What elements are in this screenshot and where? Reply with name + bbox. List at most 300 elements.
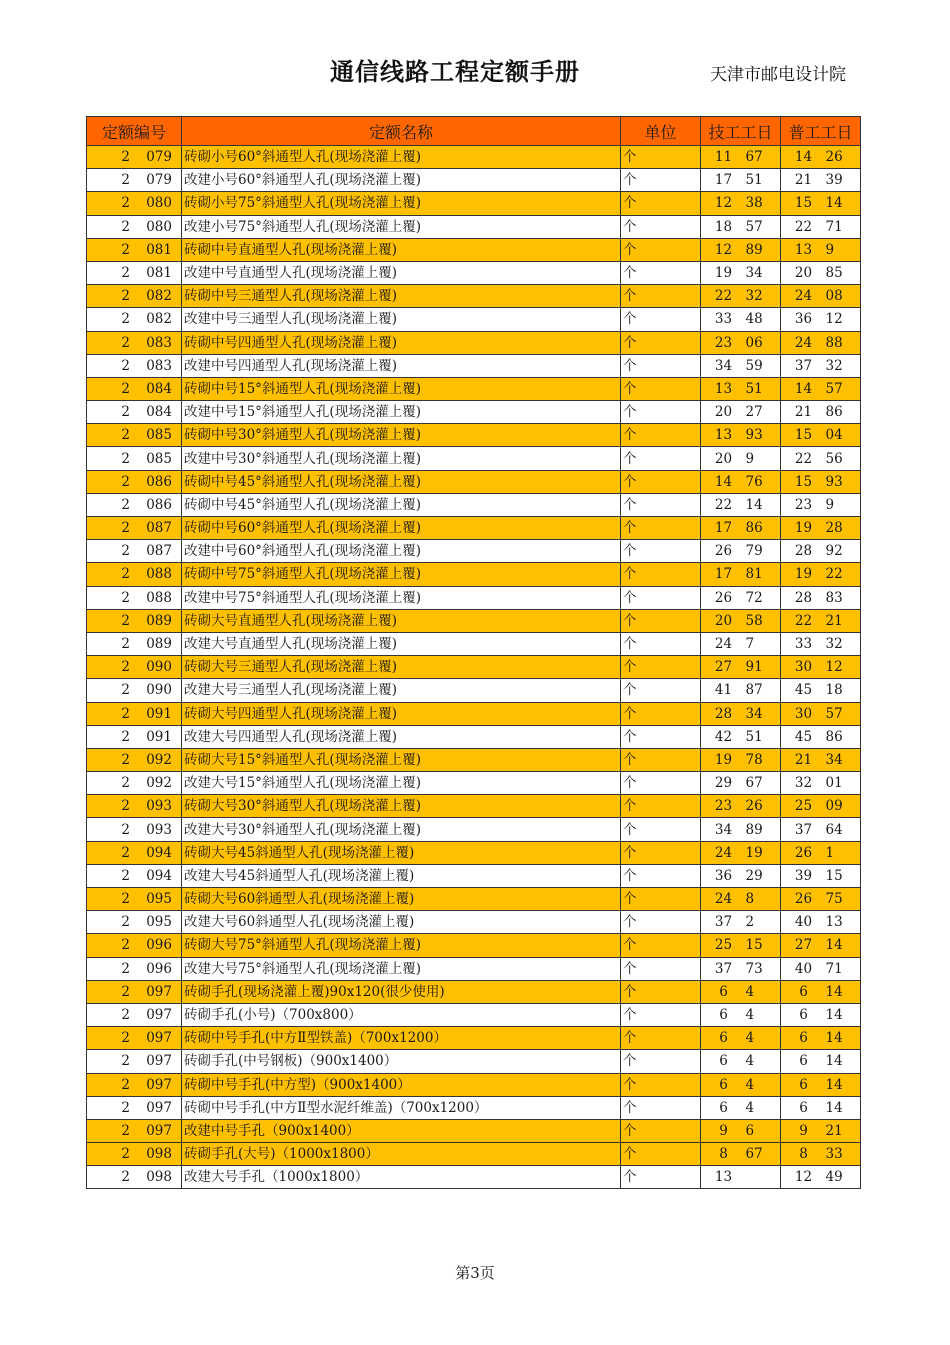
normal-days-frac: 32 xyxy=(825,636,843,653)
code-chapter: 2 xyxy=(121,566,130,583)
unit-cell: 个 xyxy=(621,493,701,516)
code-cell xyxy=(87,748,182,771)
normal-days-int: 15 xyxy=(794,195,813,212)
table-row xyxy=(87,493,861,516)
table-row xyxy=(87,1050,861,1073)
code-number: 092 xyxy=(146,775,172,792)
tech-days-int: 41 xyxy=(714,682,733,699)
unit-cell: 个 xyxy=(621,1003,701,1026)
tech-days-int: 22 xyxy=(714,288,733,305)
name-cell: 改建中号60°斜通型人孔(现场浇灌上覆) xyxy=(182,540,621,563)
tech-days-int: 6 xyxy=(719,1007,728,1024)
code-cell xyxy=(87,215,182,238)
normal-days-int: 22 xyxy=(794,218,813,235)
tech-days-cell xyxy=(701,424,781,447)
unit-cell: 个 xyxy=(621,308,701,331)
normal-days-frac: 9 xyxy=(825,496,835,513)
code-chapter: 2 xyxy=(121,914,130,931)
table-row xyxy=(87,563,861,586)
table-header-row xyxy=(87,117,861,146)
normal-days-frac: 22 xyxy=(825,566,843,583)
code-chapter: 2 xyxy=(121,404,130,421)
code-chapter: 2 xyxy=(121,682,130,699)
code-number: 081 xyxy=(146,241,172,258)
code-cell xyxy=(87,1003,182,1026)
tech-days-cell xyxy=(701,1143,781,1166)
code-cell xyxy=(87,1119,182,1142)
normal-days-cell xyxy=(781,772,861,795)
tech-days-frac: 79 xyxy=(745,543,763,560)
normal-days-int: 21 xyxy=(794,751,813,768)
code-chapter: 2 xyxy=(121,427,130,444)
table-row xyxy=(87,748,861,771)
tech-days-cell xyxy=(701,354,781,377)
code-cell xyxy=(87,169,182,192)
tech-days-cell xyxy=(701,540,781,563)
unit-cell: 个 xyxy=(621,238,701,261)
name-cell: 改建小号75°斜通型人孔(现场浇灌上覆) xyxy=(182,215,621,238)
tech-days-cell xyxy=(701,308,781,331)
code-number: 097 xyxy=(146,1076,172,1093)
code-chapter: 2 xyxy=(121,1169,130,1186)
tech-days-int: 25 xyxy=(714,937,733,954)
tech-days-frac: 7 xyxy=(745,636,755,653)
name-cell: 砖砌中号15°斜通型人孔(现场浇灌上覆) xyxy=(182,377,621,400)
code-number: 093 xyxy=(146,821,172,838)
normal-days-cell xyxy=(781,702,861,725)
code-cell xyxy=(87,354,182,377)
normal-days-int: 33 xyxy=(794,636,813,653)
tech-days-cell xyxy=(701,1050,781,1073)
name-cell: 砖砌手孔(大号)（1000x1800） xyxy=(182,1143,621,1166)
normal-days-int: 39 xyxy=(794,867,813,884)
tech-days-frac: 19 xyxy=(745,844,763,861)
table-row xyxy=(87,864,861,887)
name-cell: 砖砌中号三通型人孔(现场浇灌上覆) xyxy=(182,285,621,308)
tech-days-int: 17 xyxy=(714,520,733,537)
normal-days-frac: 18 xyxy=(825,682,843,699)
tech-days-int: 13 xyxy=(714,1169,733,1186)
tech-days-cell xyxy=(701,192,781,215)
unit-cell: 个 xyxy=(621,169,701,192)
normal-days-cell xyxy=(781,795,861,818)
normal-days-int: 30 xyxy=(794,705,813,722)
code-chapter: 2 xyxy=(121,265,130,282)
code-chapter: 2 xyxy=(121,450,130,467)
code-number: 083 xyxy=(146,334,172,351)
code-number: 084 xyxy=(146,404,172,421)
tech-days-int: 18 xyxy=(714,218,733,235)
tech-days-cell xyxy=(701,563,781,586)
unit-cell: 个 xyxy=(621,331,701,354)
tech-days-frac: 4 xyxy=(745,1076,755,1093)
tech-days-frac: 14 xyxy=(745,496,763,513)
code-chapter: 2 xyxy=(121,636,130,653)
tech-days-cell xyxy=(701,679,781,702)
normal-days-int: 45 xyxy=(794,728,813,745)
name-cell: 砖砌中号45°斜通型人孔(现场浇灌上覆) xyxy=(182,470,621,493)
code-number: 088 xyxy=(146,566,172,583)
code-chapter: 2 xyxy=(121,589,130,606)
header-name: 定额名称 xyxy=(182,117,621,146)
tech-days-int: 28 xyxy=(714,705,733,722)
normal-days-frac: 83 xyxy=(825,589,843,606)
normal-days-cell xyxy=(781,401,861,424)
code-chapter: 2 xyxy=(121,172,130,189)
unit-cell: 个 xyxy=(621,702,701,725)
normal-days-cell xyxy=(781,563,861,586)
name-cell: 改建大号60斜通型人孔(现场浇灌上覆) xyxy=(182,911,621,934)
tech-days-cell xyxy=(701,447,781,470)
tech-days-frac: 76 xyxy=(745,473,763,490)
code-chapter: 2 xyxy=(121,659,130,676)
tech-days-cell xyxy=(701,911,781,934)
normal-days-cell xyxy=(781,586,861,609)
normal-days-cell xyxy=(781,192,861,215)
normal-days-int: 19 xyxy=(794,520,813,537)
code-cell xyxy=(87,934,182,957)
unit-cell: 个 xyxy=(621,888,701,911)
tech-days-cell xyxy=(701,772,781,795)
code-number: 079 xyxy=(146,172,172,189)
table-row xyxy=(87,285,861,308)
tech-days-frac: 72 xyxy=(745,589,763,606)
table-row xyxy=(87,215,861,238)
tech-days-frac: 4 xyxy=(745,983,755,1000)
normal-days-frac: 57 xyxy=(825,705,843,722)
tech-days-frac: 57 xyxy=(745,218,763,235)
code-chapter: 2 xyxy=(121,543,130,560)
table-row xyxy=(87,169,861,192)
code-cell xyxy=(87,238,182,261)
normal-days-int: 25 xyxy=(794,798,813,815)
tech-days-cell xyxy=(701,609,781,632)
tech-days-int: 22 xyxy=(714,496,733,513)
normal-days-int: 22 xyxy=(794,450,813,467)
table-row xyxy=(87,401,861,424)
tech-days-int: 9 xyxy=(719,1122,728,1139)
table-row xyxy=(87,702,861,725)
tech-days-frac: 34 xyxy=(745,705,763,722)
table-row xyxy=(87,725,861,748)
tech-days-frac: 4 xyxy=(745,1030,755,1047)
normal-days-frac: 57 xyxy=(825,380,843,397)
code-chapter: 2 xyxy=(121,218,130,235)
code-number: 082 xyxy=(146,288,172,305)
tech-days-cell xyxy=(701,1003,781,1026)
normal-days-frac: 14 xyxy=(825,1030,843,1047)
unit-cell: 个 xyxy=(621,1096,701,1119)
code-chapter: 2 xyxy=(121,1053,130,1070)
code-cell xyxy=(87,841,182,864)
code-number: 097 xyxy=(146,1053,172,1070)
tech-days-frac: 93 xyxy=(745,427,763,444)
normal-days-int: 20 xyxy=(794,265,813,282)
tech-days-frac: 81 xyxy=(745,566,763,583)
tech-days-frac: 38 xyxy=(745,195,763,212)
unit-cell: 个 xyxy=(621,748,701,771)
name-cell: 改建中号15°斜通型人孔(现场浇灌上覆) xyxy=(182,401,621,424)
normal-days-cell xyxy=(781,841,861,864)
code-cell xyxy=(87,864,182,887)
normal-days-int: 21 xyxy=(794,404,813,421)
tech-days-frac: 4 xyxy=(745,1053,755,1070)
code-number: 097 xyxy=(146,983,172,1000)
code-cell xyxy=(87,888,182,911)
normal-days-frac: 14 xyxy=(825,937,843,954)
code-cell xyxy=(87,1166,182,1189)
organization-name: 天津市邮电设计院 xyxy=(710,65,846,85)
tech-days-cell xyxy=(701,169,781,192)
unit-cell: 个 xyxy=(621,1073,701,1096)
code-cell xyxy=(87,563,182,586)
normal-days-cell xyxy=(781,1096,861,1119)
tech-days-int: 29 xyxy=(714,775,733,792)
tech-days-cell xyxy=(701,795,781,818)
normal-days-int: 24 xyxy=(794,334,813,351)
name-cell: 砖砌大号15°斜通型人孔(现场浇灌上覆) xyxy=(182,748,621,771)
code-cell xyxy=(87,609,182,632)
name-cell: 砖砌大号三通型人孔(现场浇灌上覆) xyxy=(182,656,621,679)
unit-cell: 个 xyxy=(621,540,701,563)
tech-days-cell xyxy=(701,632,781,655)
code-chapter: 2 xyxy=(121,751,130,768)
table-row xyxy=(87,1096,861,1119)
code-chapter: 2 xyxy=(121,844,130,861)
unit-cell: 个 xyxy=(621,447,701,470)
normal-days-cell xyxy=(781,1073,861,1096)
tech-days-frac: 32 xyxy=(745,288,763,305)
code-cell xyxy=(87,1050,182,1073)
tech-days-frac: 15 xyxy=(745,937,763,954)
tech-days-frac: 27 xyxy=(745,404,763,421)
code-cell xyxy=(87,377,182,400)
tech-days-cell xyxy=(701,702,781,725)
tech-days-frac: 48 xyxy=(745,311,763,328)
tech-days-frac: 29 xyxy=(745,867,763,884)
code-cell xyxy=(87,980,182,1003)
table-row xyxy=(87,1143,861,1166)
code-number: 097 xyxy=(146,1007,172,1024)
table-row xyxy=(87,656,861,679)
normal-days-int: 14 xyxy=(794,149,813,166)
code-chapter: 2 xyxy=(121,798,130,815)
tech-days-cell xyxy=(701,818,781,841)
table-row xyxy=(87,841,861,864)
unit-cell: 个 xyxy=(621,980,701,1003)
tech-days-frac: 87 xyxy=(745,682,763,699)
normal-days-cell xyxy=(781,1027,861,1050)
tech-days-int: 13 xyxy=(714,427,733,444)
code-cell xyxy=(87,308,182,331)
code-number: 085 xyxy=(146,450,172,467)
tech-days-cell xyxy=(701,517,781,540)
quota-table xyxy=(86,116,861,1189)
normal-days-frac: 71 xyxy=(825,960,843,977)
tech-days-cell xyxy=(701,980,781,1003)
tech-days-frac: 34 xyxy=(745,265,763,282)
tech-days-int: 24 xyxy=(714,636,733,653)
code-chapter: 2 xyxy=(121,149,130,166)
code-chapter: 2 xyxy=(121,891,130,908)
tech-days-cell xyxy=(701,377,781,400)
tech-days-frac: 59 xyxy=(745,357,763,374)
normal-days-cell xyxy=(781,377,861,400)
normal-days-cell xyxy=(781,1003,861,1026)
normal-days-frac: 1 xyxy=(825,844,835,861)
code-number: 086 xyxy=(146,473,172,490)
tech-days-int: 36 xyxy=(714,867,733,884)
tech-days-cell xyxy=(701,725,781,748)
normal-days-int: 28 xyxy=(794,543,813,560)
unit-cell: 个 xyxy=(621,1027,701,1050)
normal-days-int: 6 xyxy=(799,1030,808,1047)
code-number: 095 xyxy=(146,891,172,908)
normal-days-cell xyxy=(781,980,861,1003)
code-number: 098 xyxy=(146,1146,172,1163)
table-row xyxy=(87,795,861,818)
unit-cell: 个 xyxy=(621,841,701,864)
normal-days-int: 28 xyxy=(794,589,813,606)
normal-days-frac: 09 xyxy=(825,798,843,815)
code-cell xyxy=(87,725,182,748)
code-number: 091 xyxy=(146,728,172,745)
code-cell xyxy=(87,517,182,540)
tech-days-frac: 51 xyxy=(745,380,763,397)
normal-days-frac: 32 xyxy=(825,357,843,374)
tech-days-frac: 78 xyxy=(745,751,763,768)
tech-days-frac: 91 xyxy=(745,659,763,676)
name-cell: 砖砌中号手孔(中方型)（900x1400） xyxy=(182,1073,621,1096)
unit-cell: 个 xyxy=(621,424,701,447)
normal-days-cell xyxy=(781,146,861,169)
normal-days-frac: 12 xyxy=(825,311,843,328)
tech-days-int: 34 xyxy=(714,357,733,374)
normal-days-frac: 14 xyxy=(825,1007,843,1024)
table-row xyxy=(87,586,861,609)
unit-cell: 个 xyxy=(621,934,701,957)
name-cell: 砖砌大号30°斜通型人孔(现场浇灌上覆) xyxy=(182,795,621,818)
tech-days-frac: 89 xyxy=(745,821,763,838)
table-row xyxy=(87,424,861,447)
name-cell: 改建大号30°斜通型人孔(现场浇灌上覆) xyxy=(182,818,621,841)
normal-days-cell xyxy=(781,424,861,447)
code-number: 096 xyxy=(146,937,172,954)
normal-days-frac: 39 xyxy=(825,172,843,189)
normal-days-cell xyxy=(781,864,861,887)
normal-days-cell xyxy=(781,911,861,934)
name-cell: 砖砌中号直通型人孔(现场浇灌上覆) xyxy=(182,238,621,261)
table-body xyxy=(87,146,861,1189)
name-cell: 砖砌大号四通型人孔(现场浇灌上覆) xyxy=(182,702,621,725)
tech-days-frac: 86 xyxy=(745,520,763,537)
tech-days-int: 27 xyxy=(714,659,733,676)
normal-days-int: 37 xyxy=(794,357,813,374)
normal-days-frac: 01 xyxy=(825,775,843,792)
code-cell xyxy=(87,331,182,354)
table-row xyxy=(87,980,861,1003)
normal-days-frac: 04 xyxy=(825,427,843,444)
table-row xyxy=(87,818,861,841)
unit-cell: 个 xyxy=(621,401,701,424)
normal-days-cell xyxy=(781,1119,861,1142)
tech-days-cell xyxy=(701,957,781,980)
tech-days-int: 33 xyxy=(714,311,733,328)
table-row xyxy=(87,1166,861,1189)
page-title: 通信线路工程定额手册 xyxy=(330,58,580,86)
normal-days-cell xyxy=(781,354,861,377)
tech-days-cell xyxy=(701,1027,781,1050)
code-chapter: 2 xyxy=(121,520,130,537)
normal-days-cell xyxy=(781,447,861,470)
tech-days-cell xyxy=(701,261,781,284)
name-cell: 改建中号75°斜通型人孔(现场浇灌上覆) xyxy=(182,586,621,609)
normal-days-frac: 85 xyxy=(825,265,843,282)
code-number: 090 xyxy=(146,682,172,699)
normal-days-cell xyxy=(781,215,861,238)
table-row xyxy=(87,1003,861,1026)
tech-days-int: 23 xyxy=(714,334,733,351)
normal-days-frac: 14 xyxy=(825,195,843,212)
code-chapter: 2 xyxy=(121,705,130,722)
normal-days-cell xyxy=(781,1143,861,1166)
unit-cell: 个 xyxy=(621,192,701,215)
tech-days-int: 6 xyxy=(719,1053,728,1070)
normal-days-int: 6 xyxy=(799,1053,808,1070)
normal-days-int: 37 xyxy=(794,821,813,838)
unit-cell: 个 xyxy=(621,818,701,841)
code-chapter: 2 xyxy=(121,241,130,258)
unit-cell: 个 xyxy=(621,354,701,377)
tech-days-int: 17 xyxy=(714,566,733,583)
tech-days-int: 23 xyxy=(714,798,733,815)
normal-days-cell xyxy=(781,238,861,261)
code-cell xyxy=(87,1073,182,1096)
name-cell: 改建中号直通型人孔(现场浇灌上覆) xyxy=(182,261,621,284)
tech-days-int: 17 xyxy=(714,172,733,189)
code-cell xyxy=(87,679,182,702)
code-cell xyxy=(87,1027,182,1050)
tech-days-cell xyxy=(701,864,781,887)
unit-cell: 个 xyxy=(621,517,701,540)
code-number: 094 xyxy=(146,867,172,884)
normal-days-frac: 13 xyxy=(825,914,843,931)
tech-days-frac: 6 xyxy=(745,1122,755,1139)
normal-days-cell xyxy=(781,934,861,957)
normal-days-cell xyxy=(781,517,861,540)
normal-days-frac: 49 xyxy=(825,1169,843,1186)
code-chapter: 2 xyxy=(121,960,130,977)
normal-days-int: 36 xyxy=(794,311,813,328)
normal-days-int: 23 xyxy=(794,496,813,513)
header-unit: 单位 xyxy=(621,117,701,146)
code-chapter: 2 xyxy=(121,1122,130,1139)
tech-days-cell xyxy=(701,401,781,424)
unit-cell: 个 xyxy=(621,215,701,238)
unit-cell: 个 xyxy=(621,377,701,400)
normal-days-frac: 64 xyxy=(825,821,843,838)
page-number: 第3页 xyxy=(455,1264,495,1282)
normal-days-frac: 86 xyxy=(825,404,843,421)
code-number: 093 xyxy=(146,798,172,815)
normal-days-int: 22 xyxy=(794,612,813,629)
code-number: 080 xyxy=(146,218,172,235)
normal-days-cell xyxy=(781,470,861,493)
normal-days-cell xyxy=(781,888,861,911)
code-cell xyxy=(87,540,182,563)
code-chapter: 2 xyxy=(121,983,130,1000)
header-code: 定额编号 xyxy=(87,117,182,146)
